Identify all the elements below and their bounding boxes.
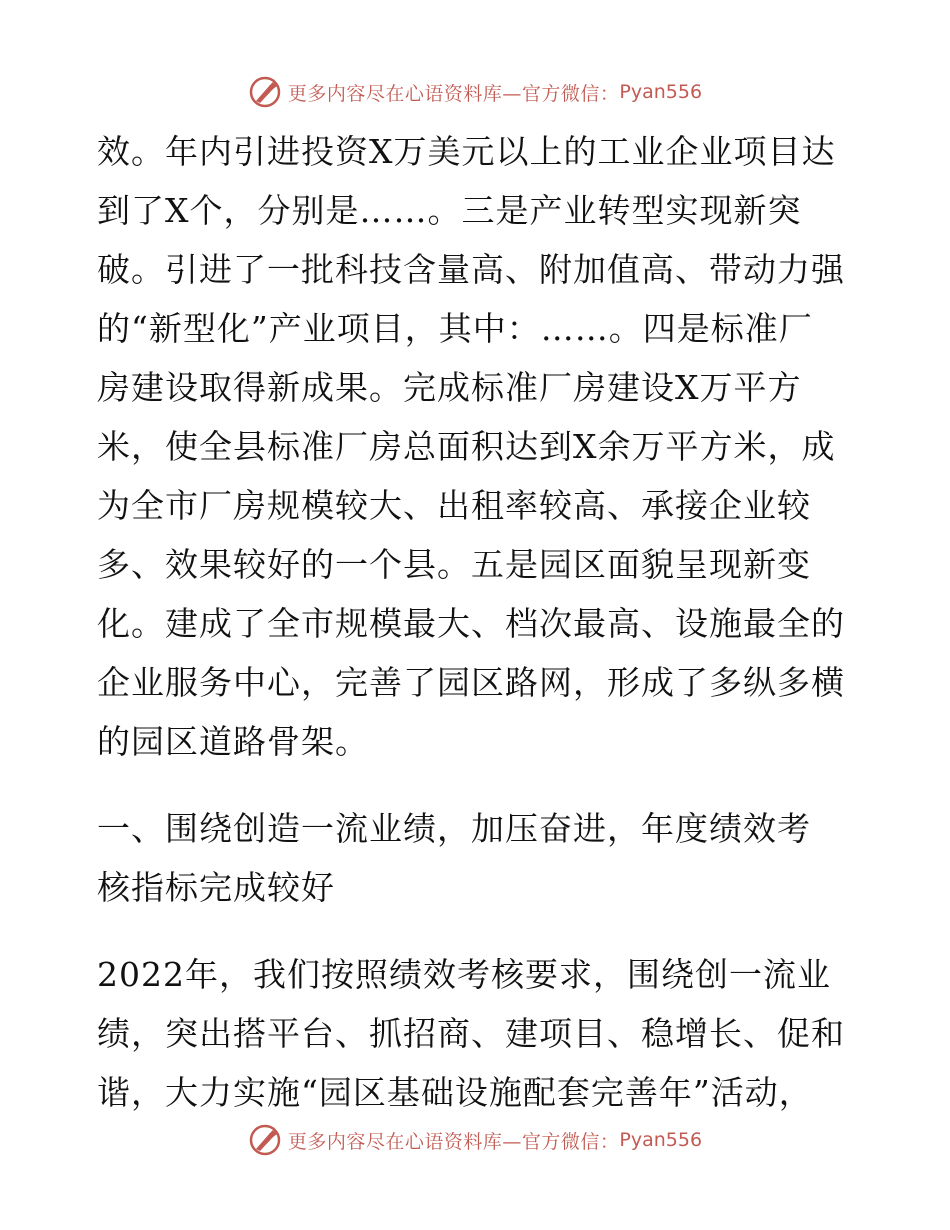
heading-line: 核指标完成较好 bbox=[97, 868, 335, 907]
text-line: 化。建成了全市规模最大、档次最高、设施最全的 bbox=[97, 604, 845, 643]
text-line: 到了X个，分别是……。三是产业转型实现新突 bbox=[97, 191, 802, 230]
paragraph-2 bbox=[97, 945, 857, 1122]
text-line: 破。引进了一批科技含量高、附加值高、带动力强 bbox=[97, 250, 845, 289]
text-line: 多、效果较好的一个县。五是园区面貌呈现新变 bbox=[97, 545, 811, 584]
paragraph-1 bbox=[97, 122, 857, 771]
pen-logo-icon bbox=[248, 75, 282, 109]
pen-logo-icon bbox=[248, 1123, 282, 1157]
text-line: 效。年内引进投资X万美元以上的工业企业项目达 bbox=[97, 132, 836, 171]
text-line: 谐，大力实施“园区基础设施配套完善年”活动， bbox=[97, 1073, 813, 1112]
watermark-bottom bbox=[0, 1120, 950, 1160]
watermark-handle: Pyan556 bbox=[619, 81, 703, 103]
watermark-top bbox=[0, 72, 950, 112]
watermark-text: 更多内容尽在心语资料库—官方微信： bbox=[287, 82, 620, 105]
text-line: 房建设取得新成果。完成标准厂房建设X万平方 bbox=[97, 368, 802, 407]
heading-line: 一、围绕创造一流业绩，加压奋进，年度绩效考 bbox=[97, 809, 811, 848]
text-line: 的园区道路骨架。 bbox=[97, 722, 369, 761]
text-line: 2022年，我们按照绩效考核要求，围绕创一流业 bbox=[97, 955, 831, 994]
text-line: 为全市厂房规模较大、出租率较高、承接企业较 bbox=[97, 486, 811, 525]
text-line: 企业服务中心，完善了园区路网，形成了多纵多横 bbox=[97, 663, 845, 702]
document-body bbox=[97, 122, 857, 1122]
watermark-text: 更多内容尽在心语资料库—官方微信： bbox=[287, 1130, 620, 1153]
section-heading bbox=[97, 799, 857, 917]
text-line: 米，使全县标准厂房总面积达到X余万平方米，成 bbox=[97, 427, 836, 466]
text-line: 绩，突出搭平台、抓招商、建项目、稳增长、促和 bbox=[97, 1014, 845, 1053]
watermark-handle: Pyan556 bbox=[619, 1129, 703, 1151]
text-line: 的“新型化”产业项目，其中：……。四是标准厂 bbox=[97, 309, 813, 348]
